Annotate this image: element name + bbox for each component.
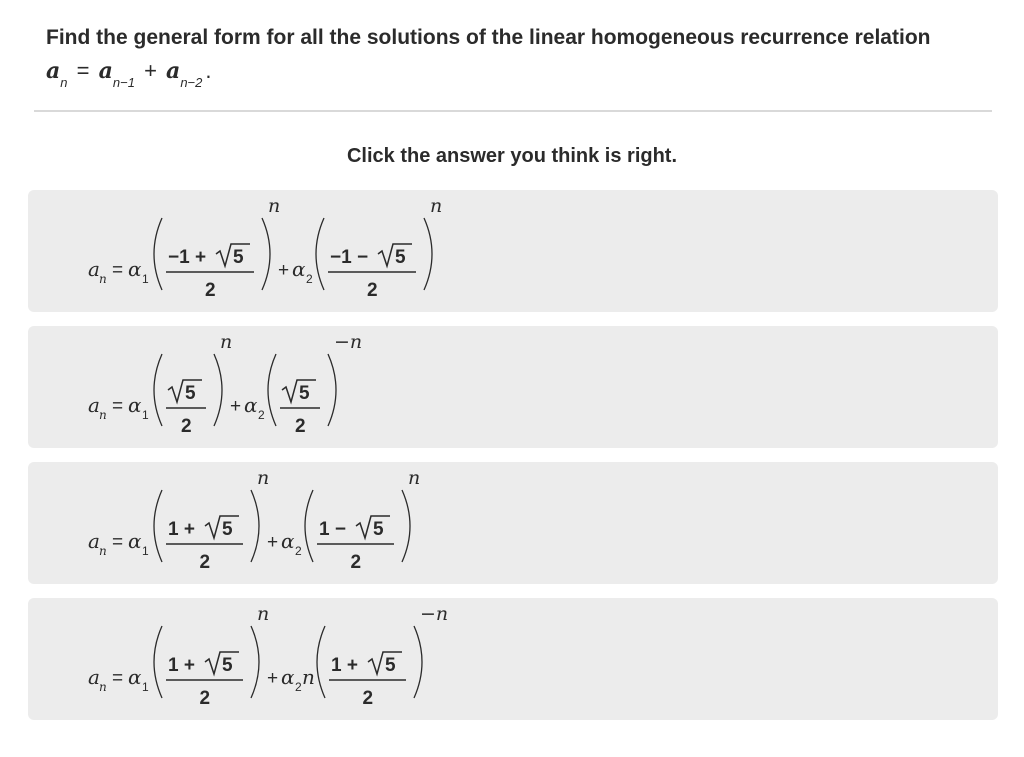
left-paren-2 [268, 354, 276, 426]
answer-choice-2[interactable] [28, 326, 998, 448]
exponent-2: n [430, 195, 443, 217]
right-paren-1 [214, 354, 222, 426]
exponent-1: n [268, 195, 281, 217]
radicand-2: 5 [395, 247, 406, 268]
coefficient-1-subscript: 1 [142, 680, 149, 694]
exponent-2: n [408, 467, 421, 489]
divider [34, 110, 992, 112]
radicand-1: 5 [185, 383, 196, 404]
equals-sign: = [112, 260, 124, 281]
coefficient-2-factor: n [302, 665, 315, 689]
coefficient-2-subscript: 2 [306, 272, 313, 286]
eq-term2: a [166, 58, 181, 84]
lhs-variable: a [88, 529, 100, 553]
coefficient-1: α [128, 393, 142, 417]
denominator-1: 2 [181, 416, 192, 437]
radicand-2: 5 [299, 383, 310, 404]
coefficient-2-subscript: 2 [295, 544, 302, 558]
left-paren-2 [316, 218, 324, 290]
eq-lhs-sub: n [60, 75, 68, 91]
answer-formula [28, 190, 998, 312]
left-paren-1 [154, 354, 162, 426]
coefficient-1: α [128, 665, 142, 689]
left-paren-1 [154, 218, 162, 290]
equals-sign: = [112, 668, 124, 689]
lhs-variable: a [88, 393, 100, 417]
coefficient-1: α [128, 257, 142, 281]
denominator-1: 2 [199, 552, 211, 573]
right-paren-1 [251, 490, 259, 562]
lhs-subscript: n [99, 544, 107, 558]
instruction: Click the answer you think is right. [346, 145, 678, 167]
exponent-2: −n [420, 603, 449, 625]
coefficient-2-subscript: 2 [258, 408, 265, 422]
answer-formula [28, 598, 998, 720]
eq-term1: a [98, 58, 113, 84]
numerator-2: 1 + [331, 655, 358, 676]
coefficient-2: α [292, 257, 306, 281]
plus-sign: + [267, 532, 279, 553]
lhs-subscript: n [99, 408, 107, 422]
left-paren-1 [154, 626, 162, 698]
radicand-2: 5 [373, 519, 384, 540]
eq-equals: = [76, 58, 90, 83]
coefficient-1-subscript: 1 [142, 272, 149, 286]
plus-sign: + [267, 668, 279, 689]
coefficient-1-subscript: 1 [142, 544, 149, 558]
numerator-1: 1 + [168, 519, 195, 540]
denominator-2: 2 [362, 688, 374, 709]
answer-formula [28, 326, 998, 448]
exponent-1: n [257, 467, 270, 489]
equals-sign: = [112, 396, 124, 417]
coefficient-2: α [281, 665, 295, 689]
equals-sign: = [112, 532, 124, 553]
denominator-1: 2 [205, 280, 216, 301]
coefficient-1-subscript: 1 [142, 408, 149, 422]
radicand-2: 5 [385, 655, 396, 676]
answer-choice-4[interactable] [28, 598, 998, 720]
plus-sign: + [278, 260, 290, 281]
exponent-2: −n [334, 331, 363, 353]
denominator-2: 2 [367, 280, 378, 301]
numerator-1: −1 + [168, 247, 207, 268]
coefficient-1: α [128, 529, 142, 553]
coefficient-2-subscript: 2 [295, 680, 302, 694]
right-paren-2 [414, 626, 422, 698]
question [46, 24, 996, 91]
right-paren-1 [262, 218, 270, 290]
radicand-1: 5 [222, 519, 233, 540]
question-text: Find the general form for all the solutions of the linear homogeneous recurrence relation [46, 26, 931, 49]
plus-sign: + [230, 396, 242, 417]
numerator-2: −1 − [330, 247, 369, 268]
coefficient-2: α [281, 529, 295, 553]
left-paren-1 [154, 490, 162, 562]
exponent-1: n [257, 603, 270, 625]
right-paren-2 [424, 218, 432, 290]
radicand-1: 5 [233, 247, 244, 268]
eq-lhs: a [46, 58, 61, 84]
radicand-1: 5 [222, 655, 233, 676]
numerator-2: 1 − [319, 519, 346, 540]
coefficient-2: α [244, 393, 258, 417]
eq-period: . [205, 58, 212, 83]
answer-choice-1[interactable] [28, 190, 998, 312]
answer-choices [28, 190, 998, 734]
recurrence-equation [46, 58, 996, 91]
eq-plus: + [144, 58, 157, 83]
lhs-variable: a [88, 257, 100, 281]
eq-term1-sub: n−1 [112, 75, 135, 91]
eq-term2-sub: n−2 [180, 75, 203, 91]
lhs-subscript: n [99, 272, 107, 286]
left-paren-2 [305, 490, 313, 562]
right-paren-1 [251, 626, 259, 698]
lhs-variable: a [88, 665, 100, 689]
exponent-1: n [220, 331, 233, 353]
numerator-1: 1 + [168, 655, 195, 676]
denominator-2: 2 [350, 552, 362, 573]
right-paren-2 [328, 354, 336, 426]
right-paren-2 [402, 490, 410, 562]
denominator-1: 2 [199, 688, 211, 709]
left-paren-2 [317, 626, 325, 698]
lhs-subscript: n [99, 680, 107, 694]
denominator-2: 2 [295, 416, 306, 437]
answer-choice-3[interactable] [28, 462, 998, 584]
answer-formula [28, 462, 998, 584]
